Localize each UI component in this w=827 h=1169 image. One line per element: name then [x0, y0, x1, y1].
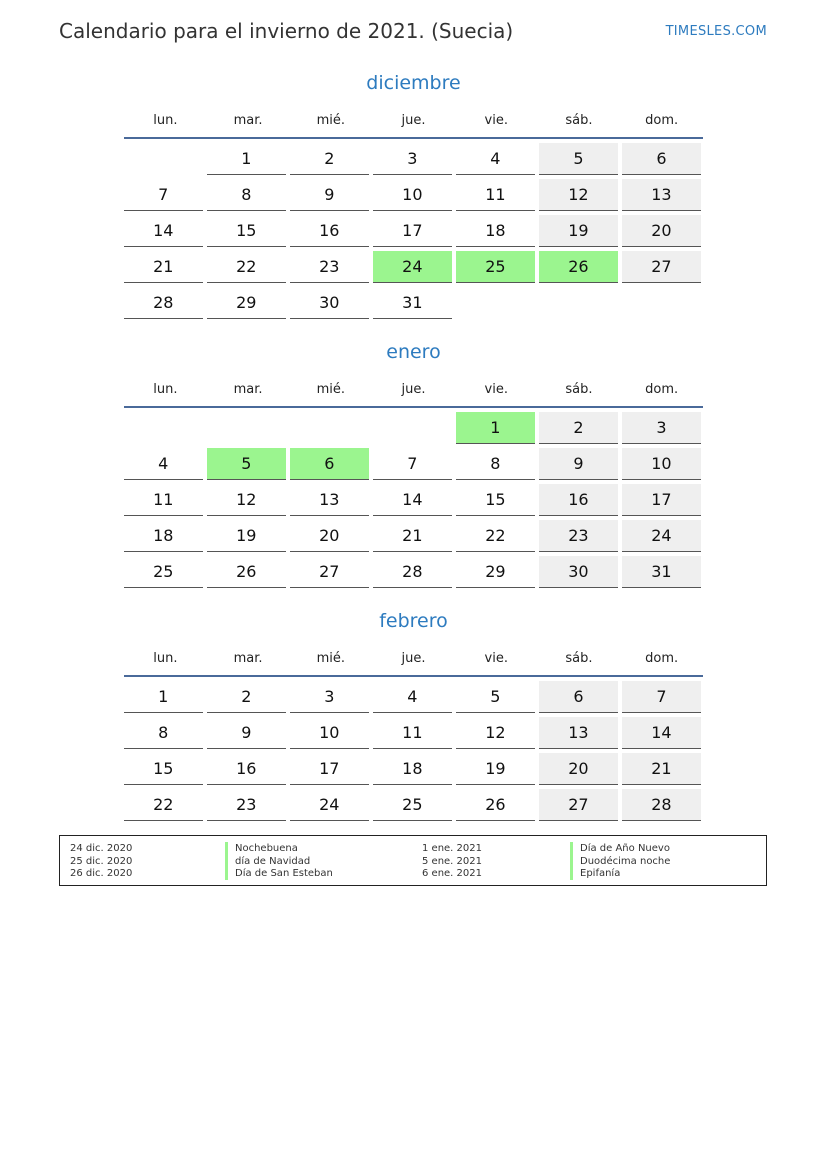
- month-title: enero: [386, 341, 441, 363]
- week-row: [124, 556, 703, 592]
- week-row: [124, 717, 703, 753]
- day-cell: 15: [207, 215, 286, 247]
- day-cell: 21: [124, 251, 203, 283]
- legend-holiday-name: Nochebuena: [225, 842, 298, 855]
- day-cell: 10: [290, 717, 369, 749]
- week-row: [124, 789, 703, 825]
- day-cell: 5: [539, 143, 618, 175]
- week-row: [124, 412, 703, 448]
- day-cell: 5: [456, 681, 535, 713]
- weekday-label: mar.: [233, 382, 263, 397]
- weekday-label: sáb.: [565, 651, 593, 666]
- day-cell: 21: [373, 520, 452, 552]
- day-cell: 25: [456, 251, 535, 283]
- day-cell: 17: [290, 753, 369, 785]
- day-cell: 22: [207, 251, 286, 283]
- legend-date: 26 dic. 2020: [70, 868, 133, 879]
- legend-holiday-name: Duodécima noche: [570, 855, 670, 868]
- page-title: Calendario para el invierno de 2021. (Suecia): [59, 19, 514, 43]
- empty-cell: [373, 412, 452, 443]
- day-cell: 31: [622, 556, 701, 588]
- day-cell: 23: [290, 251, 369, 283]
- day-cell: 24: [373, 251, 452, 283]
- week-row: [124, 753, 703, 789]
- week-row: [124, 448, 703, 484]
- day-cell: 29: [456, 556, 535, 588]
- weekday-label: jue.: [401, 382, 426, 397]
- day-cell: 6: [622, 143, 701, 175]
- week-row: [124, 179, 703, 215]
- weekday-label: mié.: [316, 382, 345, 397]
- week-row: [124, 681, 703, 717]
- day-cell: 18: [373, 753, 452, 785]
- month-title: febrero: [379, 610, 448, 632]
- empty-cell: [622, 287, 701, 318]
- day-cell: 7: [373, 448, 452, 480]
- day-cell: 26: [539, 251, 618, 283]
- day-cell: 28: [622, 789, 701, 821]
- weekday-label: dom.: [645, 651, 679, 666]
- legend-holiday-name: Día de Año Nuevo: [570, 842, 670, 855]
- legend-holiday-name: Día de San Esteban: [225, 867, 333, 880]
- weekday-label: lun.: [153, 651, 178, 666]
- day-cell: 23: [207, 789, 286, 821]
- week-row: [124, 287, 703, 323]
- day-cell: 8: [124, 717, 203, 749]
- weekday-label: sáb.: [565, 113, 593, 128]
- weekday-label: vie.: [484, 651, 508, 666]
- day-cell: 14: [373, 484, 452, 516]
- day-cell: 3: [622, 412, 701, 444]
- legend-date: 6 ene. 2021: [422, 868, 482, 879]
- day-cell: 7: [622, 681, 701, 713]
- day-grid: [124, 412, 703, 592]
- weekday-header: [124, 104, 703, 139]
- day-cell: 15: [456, 484, 535, 516]
- weekday-header: [124, 642, 703, 677]
- day-cell: 30: [290, 287, 369, 319]
- day-cell: 12: [456, 717, 535, 749]
- weekday-label: vie.: [484, 113, 508, 128]
- day-cell: 9: [207, 717, 286, 749]
- day-cell: 12: [539, 179, 618, 211]
- month-enero: [124, 339, 703, 592]
- day-cell: 22: [456, 520, 535, 552]
- week-row: [124, 251, 703, 287]
- weekday-label: mar.: [233, 113, 263, 128]
- weekday-label: dom.: [645, 382, 679, 397]
- day-cell: 23: [539, 520, 618, 552]
- day-cell: 28: [373, 556, 452, 588]
- day-cell: 21: [622, 753, 701, 785]
- day-cell: 4: [124, 448, 203, 480]
- day-cell: 17: [373, 215, 452, 247]
- day-cell: 30: [539, 556, 618, 588]
- day-cell: 2: [207, 681, 286, 713]
- weekday-label: vie.: [484, 382, 508, 397]
- day-cell: 2: [290, 143, 369, 175]
- day-cell: 5: [207, 448, 286, 480]
- day-cell: 20: [290, 520, 369, 552]
- weekday-label: mar.: [233, 651, 263, 666]
- day-cell: 14: [622, 717, 701, 749]
- legend-date: 1 ene. 2021: [422, 843, 482, 854]
- day-cell: 7: [124, 179, 203, 211]
- empty-cell: [207, 412, 286, 443]
- weekday-label: sáb.: [565, 382, 593, 397]
- day-cell: 1: [124, 681, 203, 713]
- weekday-label: mié.: [316, 651, 345, 666]
- legend-holiday-name: día de Navidad: [225, 855, 310, 868]
- day-cell: 9: [290, 179, 369, 211]
- week-row: [124, 215, 703, 251]
- weekday-header: [124, 373, 703, 408]
- day-cell: 29: [207, 287, 286, 319]
- day-cell: 24: [622, 520, 701, 552]
- day-cell: 28: [124, 287, 203, 319]
- brand-link[interactable]: TIMESLES.COM: [665, 24, 767, 39]
- day-cell: 22: [124, 789, 203, 821]
- day-cell: 16: [207, 753, 286, 785]
- day-cell: 19: [207, 520, 286, 552]
- day-cell: 18: [124, 520, 203, 552]
- weekday-label: mié.: [316, 113, 345, 128]
- day-cell: 16: [290, 215, 369, 247]
- empty-cell: [539, 287, 618, 318]
- day-cell: 6: [539, 681, 618, 713]
- day-cell: 24: [290, 789, 369, 821]
- empty-cell: [124, 412, 203, 443]
- day-cell: 4: [456, 143, 535, 175]
- day-cell: 8: [207, 179, 286, 211]
- empty-cell: [290, 412, 369, 443]
- week-row: [124, 520, 703, 556]
- week-row: [124, 143, 703, 179]
- day-cell: 8: [456, 448, 535, 480]
- day-cell: 18: [456, 215, 535, 247]
- day-cell: 19: [456, 753, 535, 785]
- weekday-label: lun.: [153, 113, 178, 128]
- weekday-label: lun.: [153, 382, 178, 397]
- day-cell: 17: [622, 484, 701, 516]
- empty-cell: [124, 143, 203, 174]
- day-cell: 16: [539, 484, 618, 516]
- day-cell: 25: [373, 789, 452, 821]
- legend-date: 25 dic. 2020: [70, 855, 133, 867]
- day-cell: 27: [290, 556, 369, 588]
- day-cell: 13: [539, 717, 618, 749]
- legend-date: 24 dic. 2020: [70, 843, 133, 854]
- day-cell: 20: [622, 215, 701, 247]
- day-cell: 11: [124, 484, 203, 516]
- day-cell: 6: [290, 448, 369, 480]
- day-cell: 15: [124, 753, 203, 785]
- day-cell: 27: [622, 251, 701, 283]
- month-diciembre: [124, 70, 703, 323]
- day-cell: 10: [622, 448, 701, 480]
- day-cell: 9: [539, 448, 618, 480]
- day-cell: 26: [207, 556, 286, 588]
- day-cell: 13: [290, 484, 369, 516]
- weekday-label: jue.: [401, 113, 426, 128]
- week-row: [124, 484, 703, 520]
- legend-holiday-name: Epifanía: [570, 867, 620, 880]
- day-cell: 3: [290, 681, 369, 713]
- day-cell: 12: [207, 484, 286, 516]
- weekday-label: jue.: [401, 651, 426, 666]
- day-cell: 11: [456, 179, 535, 211]
- day-cell: 4: [373, 681, 452, 713]
- day-cell: 10: [373, 179, 452, 211]
- day-cell: 1: [456, 412, 535, 444]
- day-cell: 13: [622, 179, 701, 211]
- day-cell: 27: [539, 789, 618, 821]
- weekday-label: dom.: [645, 113, 679, 128]
- empty-cell: [456, 287, 535, 318]
- day-cell: 25: [124, 556, 203, 588]
- day-cell: 31: [373, 287, 452, 319]
- day-cell: 11: [373, 717, 452, 749]
- day-cell: 14: [124, 215, 203, 247]
- day-cell: 20: [539, 753, 618, 785]
- month-febrero: [124, 608, 703, 825]
- day-cell: 1: [207, 143, 286, 175]
- day-grid: [124, 681, 703, 825]
- day-cell: 26: [456, 789, 535, 821]
- day-cell: 19: [539, 215, 618, 247]
- day-cell: 3: [373, 143, 452, 175]
- day-cell: 2: [539, 412, 618, 444]
- legend-date: 5 ene. 2021: [422, 855, 482, 867]
- holiday-legend: [59, 835, 767, 886]
- day-grid: [124, 143, 703, 323]
- month-title: diciembre: [366, 72, 461, 94]
